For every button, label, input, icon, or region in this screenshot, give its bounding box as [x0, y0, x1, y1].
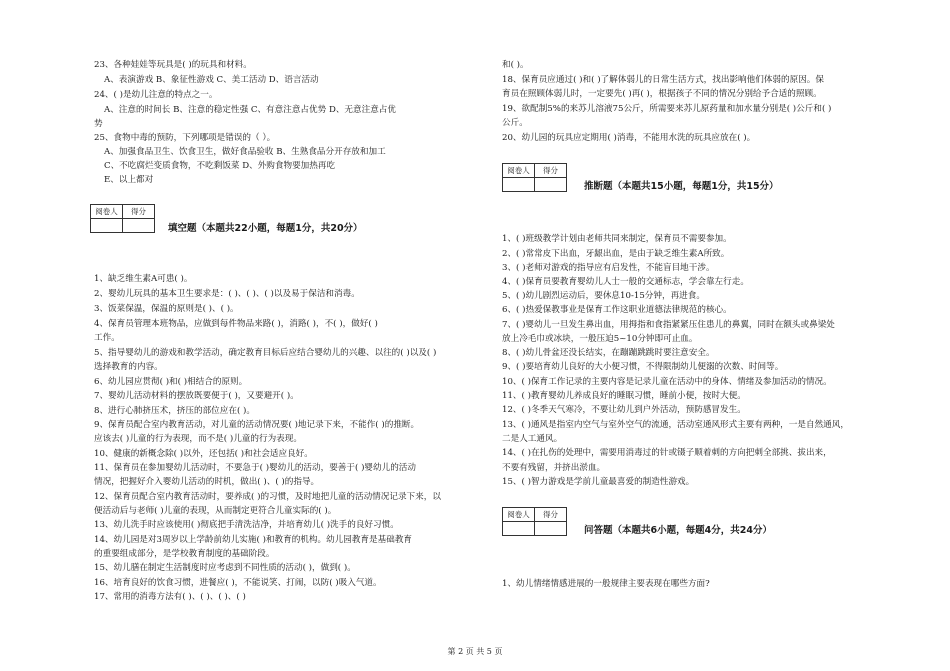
reviewer-label: 阅卷人 [91, 205, 123, 219]
judge-line: 3、( )老师对游戏的指导应有启发性，不能盲目地干涉。 [502, 263, 715, 273]
judge-line: 4、( )保育员要教育婴幼儿人士一般的交通标志，学会靠左行走。 [502, 277, 749, 287]
question-line: 情况，把握好介入婴幼儿活动的时机，做出( )、( )的指导。 [94, 477, 320, 487]
score-box [502, 163, 567, 192]
option-line: C、不吃腐烂变质食物，不吃剩饭菜 D、外购食物要加热再吃 [104, 161, 336, 171]
judge-line: 5、( )幼儿剧烈运动后，要休息10-15分钟，再进食。 [502, 291, 705, 301]
question-line: 1、缺乏维生素A可患( )。 [94, 274, 193, 284]
judge-line: 11、( )教育婴幼儿养成良好的睡眠习惯，睡前小便，按时大便。 [502, 391, 746, 401]
judge-line: 13、( )通风是指室内空气与室外空气的流通，活动室通风形式主要有两种，一是自然通风， [502, 420, 849, 430]
score-label: 得分 [535, 164, 567, 178]
score-box [502, 507, 567, 536]
question-line: 公斤。 [502, 118, 528, 128]
question-line: 势 [94, 119, 103, 129]
reviewer-label: 阅卷人 [503, 164, 535, 178]
question-line: 18、保育员应通过( )和( )了解体弱儿的日常生活方式，找出影响他们体弱的原因。保 [502, 75, 824, 85]
question-line: 便活动后与老师( )儿童的表现，从而制定更符合儿童实际的( )。 [94, 506, 337, 516]
question-line: 25、食物中毒的预防，下列哪项是错误的（ ）。 [94, 133, 276, 143]
question-line: 4、保育员管理本班物品，应做到每件物品来路( )，消路( )，不( )，做好( ) [94, 319, 378, 329]
question-line: 16、培育良好的饮食习惯，进餐应( )，不能说笑、打闹，以防( )吸入气道。 [94, 578, 382, 588]
judge-line: 8、( )幼儿骨盆还没长结实，在蹦蹦跳跳时要注意安全。 [502, 348, 715, 358]
judge-line: 放上冷毛巾或冰块，一般压迫5~10分钟即可止血。 [502, 334, 698, 344]
question-line: 11、保育员在参加婴幼儿活动时，不要急于( )婴幼儿的活动，要善于( )婴幼儿的活动 [94, 463, 416, 473]
option-line: A、表演游戏 B、象征性游戏 C、美工活动 D、语言活动 [104, 75, 319, 85]
score-cell [123, 219, 155, 233]
judge-line: 9、( )要培育幼儿良好的大小便习惯，不得限制幼儿便溺的次数、时间等。 [502, 362, 784, 372]
score-cell [535, 178, 567, 192]
score-label: 得分 [123, 205, 155, 219]
question-line: 13、幼儿洗手时应该使用( )彻底把手清洗洁净，并培育幼儿( )洗手的良好习惯。 [94, 520, 399, 530]
page-number: 第 2 页 共 5 页 [447, 647, 503, 656]
question-line: 育员在照顾体弱儿时，一定要先( )再( )，根据孩子不同的情况分别给予合适的照顾。 [502, 89, 822, 99]
question-line: 6、幼儿园应贯彻( )和( )相结合的原则。 [94, 377, 248, 387]
option-line: A、注意的时间长 B、注意的稳定性强 C、有意注意占优势 D、无意注意占优 [104, 105, 396, 115]
question-line: 2、婴幼儿玩具的基本卫生要求是：( )、( )、( )以及易于保洁和消毒。 [94, 289, 360, 299]
qa-question-line: 1、幼儿情绪情感进展的一般规律主要表现在哪些方面? [502, 579, 710, 589]
judge-line: 12、( )冬季天气寒冷，不要让幼儿到户外活动，预防感冒发生。 [502, 405, 746, 415]
reviewer-cell [503, 522, 535, 536]
question-line: 工作。 [94, 333, 120, 343]
section-title: 填空题（本题共22小题，每题1分，共20分） [168, 223, 363, 234]
judge-line: 二是人工通风。 [502, 434, 563, 444]
judge-line: 6、( )热爱保教事业是保育工作这职业道德法律规范的核心。 [502, 305, 732, 315]
score-label: 得分 [535, 508, 567, 522]
question-line: 23、各种娃娃等玩具是( )的玩具和材料。 [94, 60, 252, 70]
question-line: 应该去( )儿童的行为表现，而不是( )儿童的行为表现。 [94, 434, 302, 444]
question-line: 17、常用的消毒方法有( )、( )、( )、( ) [94, 592, 246, 602]
question-line: 和( )。 [502, 60, 529, 70]
reviewer-label: 阅卷人 [503, 508, 535, 522]
judge-line: 2、( )常常皮下出血，牙龈出血，是由于缺乏维生素A所致。 [502, 249, 730, 259]
reviewer-cell [91, 219, 123, 233]
section-title: 推断题（本题共15小题，每题1分，共15分） [584, 181, 779, 192]
question-line: 15、幼儿膳在制定生活制度时应考虑到不同性质的活动( )，做到( )。 [94, 563, 356, 573]
question-line: 9、保育员配合室内教育活动，对儿童的活动情况要( )地记录下来，不能作( )的推断。 [94, 420, 420, 430]
question-line: 19、欲配制5%的来苏儿溶液75公斤，所需要来苏儿原药量和加水量分别是( )公斤和( ) [502, 104, 832, 114]
question-line: 选择教育的内容。 [94, 362, 163, 372]
score-cell [535, 522, 567, 536]
score-box [90, 204, 155, 233]
judge-line: 7、( )婴幼儿一旦发生鼻出血，用拇指和食指紧紧压住患儿的鼻翼，同时在额头或鼻梁处 [502, 320, 835, 330]
question-line: 7、婴幼儿活动材料的摆放既要便于( )，又要避开( )。 [94, 391, 299, 401]
question-line: 12、保育员配合室内教育活动时，要养成( )的习惯，及时地把儿童的活动情况记录下来，以 [94, 492, 441, 502]
question-line: 8、进行心肺挤压术，挤压的部位应在( )。 [94, 406, 255, 416]
question-line: 的重要组成部分，是学校教育制度的基础阶段。 [94, 549, 275, 559]
question-line: 5、指导婴幼儿的游戏和教学活动，确定教育目标后应结合婴幼儿的兴趣、以往的( )以及( ) [94, 348, 437, 358]
reviewer-cell [503, 178, 535, 192]
judge-line: 1、( )班级教学计划由老师共同来制定，保育员不需要参加。 [502, 234, 732, 244]
option-line: A、加强食品卫生、饮食卫生，做好食品验收 B、生熟食品分开存放和加工 [104, 147, 386, 157]
judge-line: 14、( )在扎伤的处理中，需要用消毒过的针或镊子顺着刺的方向把刺全部挑、拔出来， [502, 448, 832, 458]
question-line: 3、饭菜保温，保温的原则是( )、( )。 [94, 304, 239, 314]
question-line: 20、幼儿园的玩具应定期用( )消毒，不能用水洗的玩具应放在( )。 [502, 133, 756, 143]
judge-line: 不要有残留，并挤出淤血。 [502, 463, 606, 473]
judge-line: 15、( )智力游戏是学前儿童最喜爱的制造性游戏。 [502, 477, 695, 487]
question-line: 10、健康的新概念除( )以外，还包括( )和社会适应良好。 [94, 449, 313, 459]
section-title: 问答题（本题共6小题，每题4分，共24分） [584, 525, 772, 536]
question-line: 14、幼儿园是对3周岁以上学龄前幼儿实施( )和教育的机构。幼儿园教育是基础教育 [94, 535, 413, 545]
question-line: 24、( )是幼儿注意的特点之一。 [94, 90, 218, 100]
option-line: E、以上都对 [104, 175, 154, 185]
judge-line: 10、( )保育工作记录的主要内容是记录儿童在活动中的身体、情绪及参加活动的情况。 [502, 377, 832, 387]
